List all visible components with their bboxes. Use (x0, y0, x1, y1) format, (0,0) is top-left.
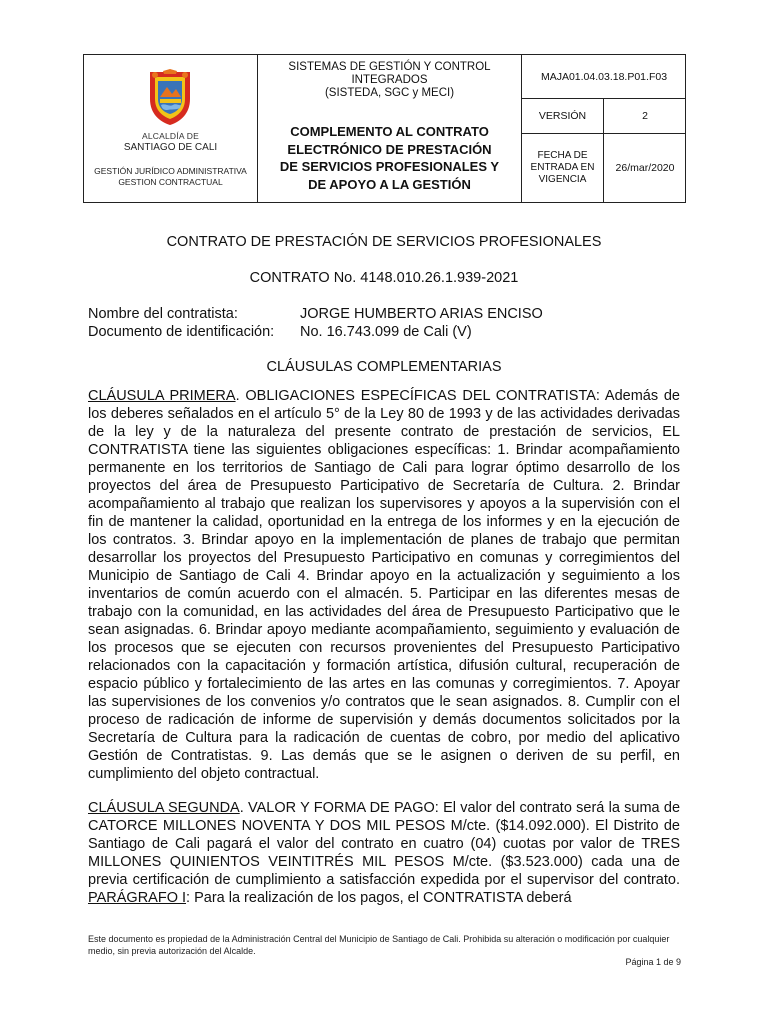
clause-first (88, 387, 680, 783)
date-label-line-1: FECHA DE (537, 150, 588, 161)
contract-type-heading: CONTRATO DE PRESTACIÓN DE SERVICIOS PROFESIONALES (166, 234, 602, 250)
clause-second-label: CLÁUSULA SEGUNDA (88, 800, 240, 816)
paragraph-one-text: : Para la realización de los pagos, el CONTRATISTA deberá (186, 890, 572, 906)
document-id-label: Documento de identificación: (88, 324, 275, 340)
version-label: VERSIÓN (538, 110, 587, 122)
document-id-row (88, 324, 472, 340)
footer-disclaimer: Este documento es propiedad de la Administración Central del Municipio de Santiago de Cali. Prohibida su alteración o modificación por cualquier medio, sin previa autorización del Alcalde. (88, 934, 670, 956)
title-line-1: COMPLEMENTO AL CONTRATO (290, 124, 489, 139)
contractor-name-value: JORGE HUMBERTO ARIAS ENCISO (300, 306, 543, 322)
clause-first-text: . OBLIGACIONES ESPECÍFICAS DEL CONTRATISTA: Además de los deberes señalados en el artículo 5° de la Ley 80 de 1993 y de las actividades derivadas de la ley y de la naturaleza del presente contrato de prestación de servicios, EL CONTRATISTA tiene las siguientes obligaciones específicas: 1. Brindar acompañamiento permanente en los territorios de Santiago de Cali para lograr óptimo desarrollo de los proyectos del área de Presupuesto Participativo de Secretaría de Cultura. 2. Brindar acompañamiento al trabajo que realizan los supervisores y apoyos a la supervisión con el fin de mantener la calidad, oportunidad en la entrega de los informes y en la ejecución de los contratos. 3. Brindar apoyo en la implementación de planes de trabajo que permitan desarrollar los proyectos del Presupuesto Participativo en comunas y corregimientos del Municipio de Santiago de Cali 4. Brindar apoyo en la actualización y seguimiento a los inventarios de común acuerdo con el almacén. 5. Participar en las diferentes mesas de trabajo con la comunidad, en las actividades del área de Presupuesto Participativo que le sean asignadas. 6. Brindar apoyo mediante acompañamiento, seguimiento y evaluación de los procesos que se ejecuten con recursos provenientes del Presupuesto Participativo relacionados con la capacitación y formación artística, difusión cultural, recuperación de espacio público y fortalecimiento de las artes en las comunas y corregimientos. 7. Apoyar las supervisiones de los convenios y/o contratos que le sean asignados. 8. Cumplir con el proceso de radicación de informe de supervisión y demás documentos solicitados por la Secretaría de Cultura para la radicación de cuentas de cobro, por medio del aplicativo Gestión de Contratistas. 9. Las demás que se le asignen o deriven de su perfil, en cumplimiento del objeto contractual. (88, 388, 680, 782)
system-line-1: SISTEMAS DE GESTIÓN Y CONTROL (288, 61, 491, 73)
system-line-2: INTEGRADOS (351, 74, 428, 86)
title-line-4: DE APOYO A LA GESTIÓN (308, 176, 471, 192)
clause-first-label: CLÁUSULA PRIMERA (88, 388, 236, 404)
effective-date-value: 26/mar/2020 (615, 162, 675, 174)
system-name (258, 61, 521, 100)
contractor-name-row (88, 306, 543, 322)
document-id-value: No. 16.743.099 de Cali (V) (300, 324, 472, 340)
version-value: 2 (642, 110, 648, 122)
document-code: MAJA01.04.03.18.P01.F03 (540, 70, 668, 83)
contract-number: CONTRATO No. 4148.010.26.1.939-2021 (249, 270, 519, 286)
system-line-3: (SISTEDA, SGC y MECI) (324, 87, 455, 99)
logo-text-alcaldia: ALCALDÍA DE (141, 131, 199, 141)
paragraph-one-label: PARÁGRAFO I (88, 890, 187, 906)
date-label-line-2: ENTRADA EN (530, 162, 595, 173)
document-title (258, 123, 521, 193)
effective-date-label (522, 134, 603, 202)
coat-of-arms-icon (147, 69, 193, 127)
title-line-3: DE SERVICIOS PROFESIONALES Y (279, 159, 500, 174)
clause-second-text: . VALOR Y FORMA DE PAGO: El valor del contrato será la suma de CATORCE MILLONES NOVENTA Y DOS MIL PESOS M/cte. ($14.092.000). El Distrito de Santiago de Cali pagará el valor del contrato en cuatro (04) cuotas por valor de TRES MILLONES QUINIENTOS VEINTITRÉS MIL PESOS M/cte. ($3.523.000) cada una de previa certificación de cumplimiento a satisfacción expedida por el supervisor del contrato. (88, 800, 681, 888)
department-line-1: GESTIÓN JURÍDICO ADMINISTRATIVA (94, 166, 247, 176)
clauses-heading: CLÁUSULAS COMPLEMENTARIAS (266, 359, 502, 375)
date-label-line-3: VIGENCIA (538, 174, 587, 185)
clause-second (88, 799, 680, 907)
contractor-name-label: Nombre del contratista: (88, 306, 238, 322)
document-header-table (83, 54, 686, 203)
title-line-2: ELECTRÓNICO DE PRESTACIÓN (287, 141, 492, 157)
alcaldia-logo (84, 55, 257, 202)
logo-text-city: SANTIAGO DE CALI (123, 142, 218, 153)
page-number: Página 1 de 9 (625, 957, 681, 967)
department-line-2: GESTION CONTRACTUAL (118, 177, 223, 187)
